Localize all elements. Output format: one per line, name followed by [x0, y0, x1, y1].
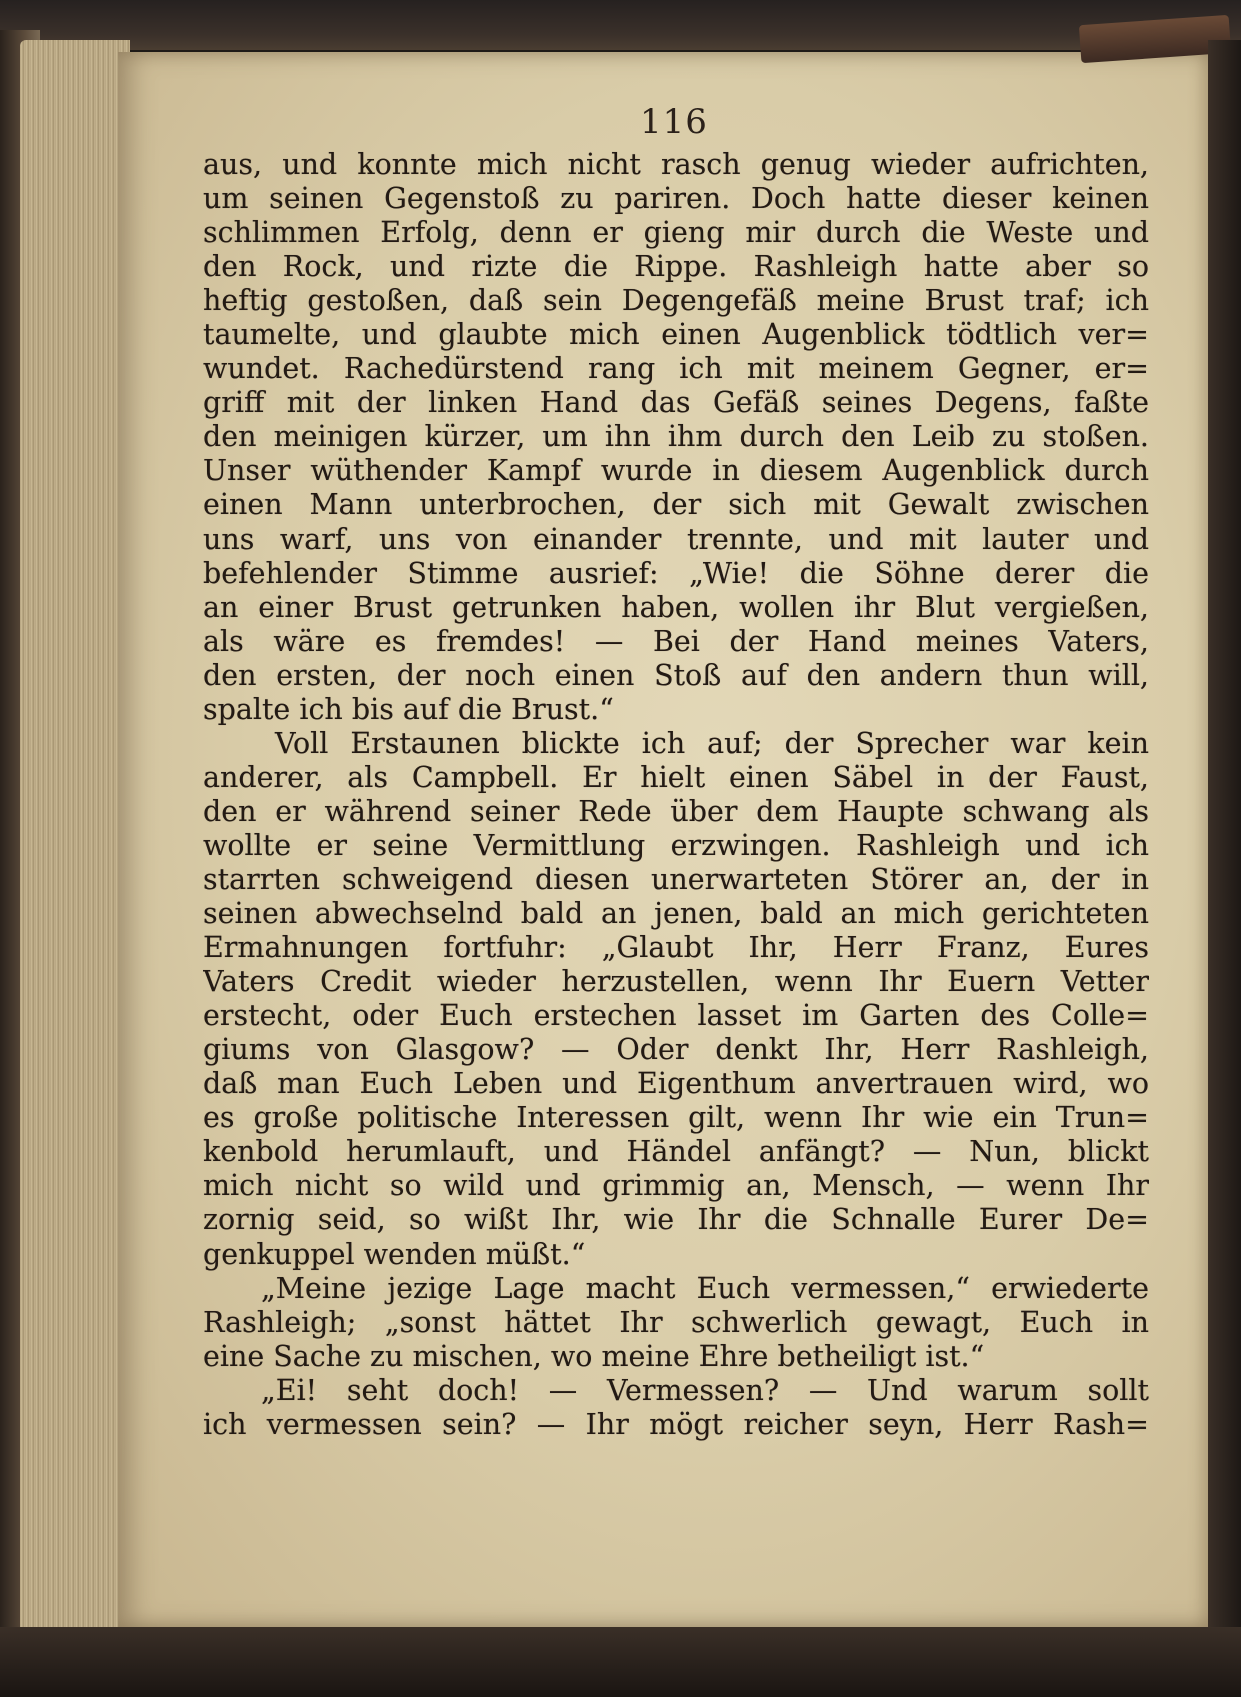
text-line: als wäre es fremdes! — Bei der Hand meines Vaters,: [203, 624, 1149, 658]
text-line: schlimmen Erfolg, denn er gieng mir durch die Weste und: [203, 216, 1149, 250]
text-line: seinen abwechselnd bald an jenen, bald an mich gerichteten: [203, 897, 1149, 931]
top-edge: [0, 0, 1241, 50]
text-line: wundet. Rachedürstend rang ich mit meinem Gegner, er=: [203, 352, 1149, 386]
text-line: „Meine jezige Lage macht Euch vermessen,“ erwiederte: [261, 1271, 1149, 1305]
text-line: giums von Glasgow? — Oder denkt Ihr, Herr Rashleigh,: [203, 1033, 1149, 1067]
text-line: Ermahnungen fortfuhr: „Glaubt Ihr, Herr Franz, Eures: [203, 931, 1149, 965]
text-line: „Ei! seht doch! — Vermessen? — Und warum sollt: [261, 1373, 1149, 1407]
text-line: es große politische Interessen gilt, wenn Ihr wie ein Trun=: [203, 1101, 1149, 1135]
text-line: Voll Erstaunen blickte ich auf; der Sprecher war kein: [275, 726, 1149, 760]
text-line: kenbold herumlauft, und Händel anfängt? — Nun, blickt: [203, 1135, 1149, 1169]
text-line: an einer Brust getrunken haben, wollen ihr Blut vergießen,: [203, 590, 1149, 624]
text-line: befehlender Stimme ausrief: „Wie! die Söhne derer die: [203, 556, 1149, 590]
page-number: 116: [640, 102, 708, 142]
text-line: um seinen Gegenstoß zu pariren. Doch hatte dieser keinen: [203, 182, 1149, 216]
text-line: eine Sache zu mischen, wo meine Ehre betheiligt ist.“: [203, 1339, 985, 1373]
bottom-edge: [0, 1627, 1241, 1697]
text-line: starrten schweigend diesen unerwarteten Störer an, der in: [203, 862, 1149, 896]
text-line: Unser wüthender Kampf wurde in diesem Augenblick durch: [203, 454, 1149, 488]
page-text: [203, 148, 1149, 1442]
text-line: spalte ich bis auf die Brust.“: [203, 692, 614, 726]
text-line: den Rock, und rizte die Rippe. Rashleigh hatte aber so: [203, 250, 1149, 284]
text-line: einen Mann unterbrochen, der sich mit Gewalt zwischen: [203, 488, 1149, 522]
text-line: mich nicht so wild und grimmig an, Mensch, — wenn Ihr: [203, 1169, 1149, 1203]
text-line: Vaters Credit wieder herzustellen, wenn Ihr Euern Vetter: [203, 965, 1149, 999]
text-line: den meinigen kürzer, um ihn ihm durch den Leib zu stoßen.: [203, 420, 1149, 454]
text-line: genkuppel wenden müßt.“: [203, 1237, 586, 1271]
text-line: den ersten, der noch einen Stoß auf den andern thun will,: [203, 658, 1149, 692]
text-line: griff mit der linken Hand das Gefäß seines Degens, faßte: [203, 386, 1149, 420]
text-line: den er während seiner Rede über dem Haupte schwang als: [203, 794, 1149, 828]
page-stack: [20, 40, 130, 1640]
text-line: daß man Euch Leben und Eigenthum anvertrauen wird, wo: [203, 1067, 1149, 1101]
text-line: wollte er seine Vermittlung erzwingen. Rashleigh und ich: [203, 828, 1149, 862]
text-line: erstecht, oder Euch erstechen lasset im Garten des Colle=: [203, 999, 1149, 1033]
text-line: aus, und konnte mich nicht rasch genug wieder aufrichten,: [203, 148, 1149, 181]
right-edge: [1208, 40, 1241, 1640]
text-line: ich vermessen sein? — Ihr mögt reicher seyn, Herr Rash=: [203, 1407, 1149, 1441]
text-line: taumelte, und glaubte mich einen Augenblick tödtlich ver=: [203, 318, 1149, 352]
text-line: Rashleigh; „sonst hättet Ihr schwerlich gewagt, Euch in: [203, 1305, 1149, 1339]
text-line: uns warf, uns von einander trennte, und mit lauter und: [203, 522, 1149, 556]
text-line: zornig seid, so wißt Ihr, wie Ihr die Schnalle Eurer De=: [203, 1203, 1149, 1237]
text-line: heftig gestoßen, daß sein Degengefäß meine Brust traf; ich: [203, 284, 1149, 318]
text-line: anderer, als Campbell. Er hielt einen Säbel in der Faust,: [203, 760, 1149, 794]
